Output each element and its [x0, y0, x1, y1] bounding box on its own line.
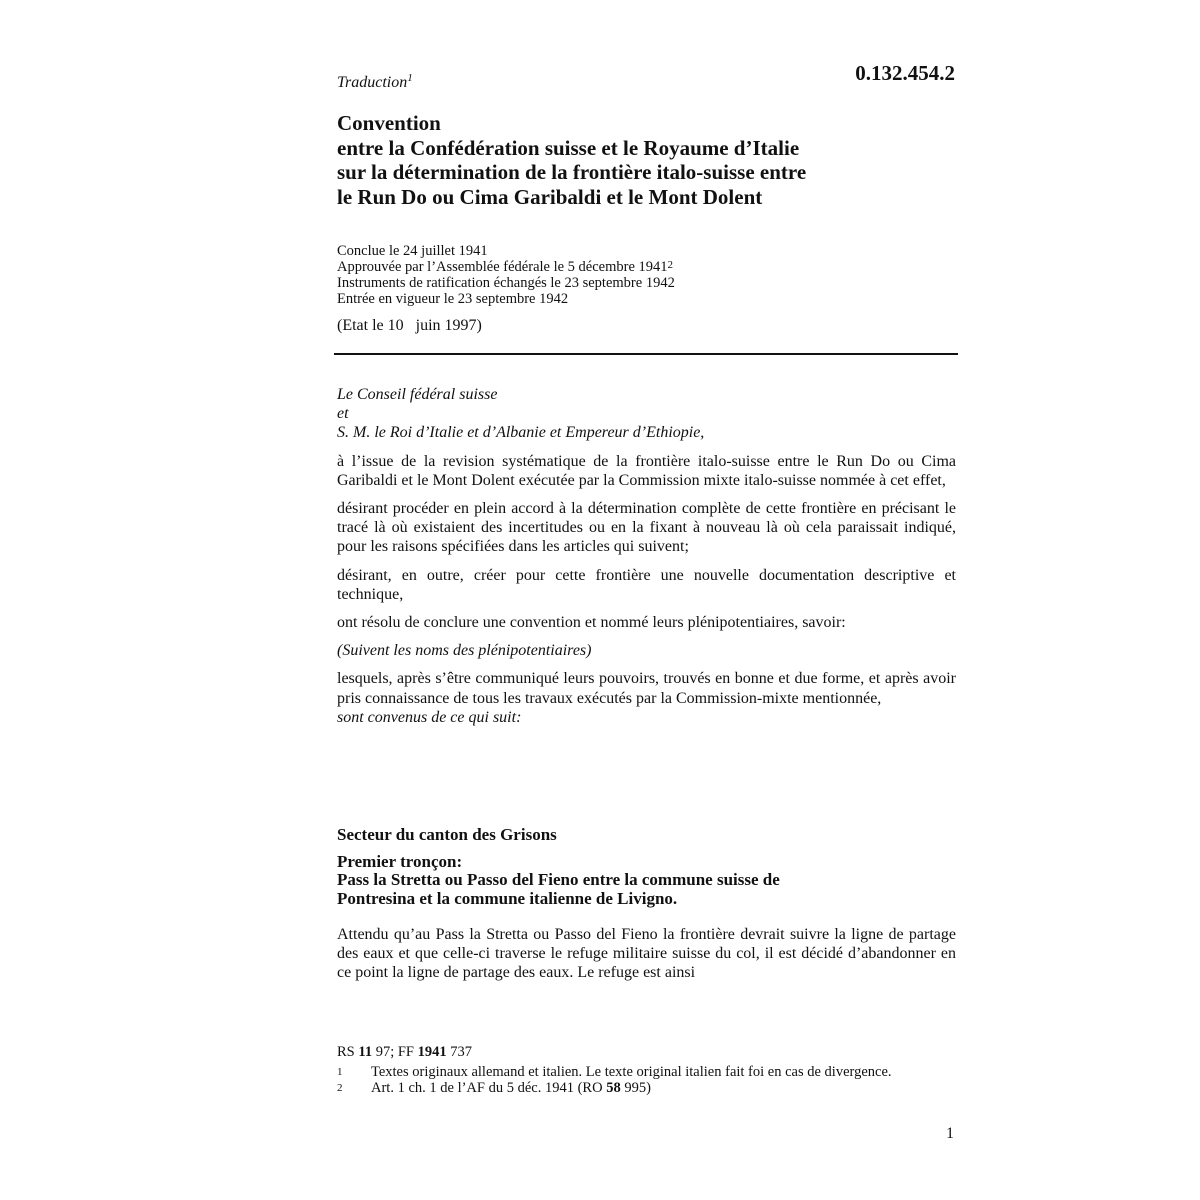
party-1: Le Conseil fédéral suisse	[337, 386, 498, 403]
preamble-paragraph: ont résolu de conclure une convention et nommé leurs plénipotentiaires, savoir:	[337, 614, 846, 632]
title-line: sur la détermination de la frontière italo-suisse entre	[337, 160, 807, 184]
in-force-date: Entrée en vigueur le 23 septembre 1942	[337, 291, 569, 307]
header-divider	[334, 353, 958, 355]
section-heading: Secteur du canton des Grisons	[337, 825, 557, 844]
footnote-1: 1 Textes originaux allemand et italien. Le texte original italien fait foi en cas de divergence.	[337, 1064, 892, 1080]
section-heading-block	[337, 826, 956, 908]
concluded-date: Conclue le 24 juillet 1941	[337, 243, 488, 259]
rs-reference: RS 11 97; FF 1941 737	[337, 1044, 472, 1060]
document-title	[337, 111, 956, 209]
subsection-heading: Pass la Stretta ou Passo del Fieno entre la commune suisse de	[337, 870, 780, 889]
footnote-number: 2	[337, 1082, 343, 1094]
translation-label: Traduction$^1$	[337, 72, 413, 91]
state-date: (Etat le 10 juin 1997)	[337, 317, 482, 334]
preamble-paragraph: désirant procéder en plein accord à la détermination complète de cette frontière en précisant le tracé là où existaient des incertitudes ou en la fixant à nouveau là où cela paraissait indiqué, pour les raisons spécifiées dans les articles qui suivent;	[337, 500, 956, 556]
ratification-date: Instruments de ratification échangés le 23 septembre 1942	[337, 275, 675, 291]
title-line: Convention	[337, 111, 441, 135]
preamble-closing: sont convenus de ce qui suit:	[337, 708, 522, 726]
party-2: S. M. le Roi d’Italie et d’Albanie et Empereur d’Ethiopie,	[337, 424, 705, 442]
section-paragraph: Attendu qu’au Pass la Stretta ou Passo del Fieno la frontière devrait suivre la ligne de partage des eaux et que celle-ci traverse le refuge militaire suisse du col, il est décidé d’abandonner en ce point la ligne de partage des eaux. Le refuge est ainsi	[337, 926, 956, 982]
subsection-heading: Pontresina et la commune italienne de Livigno.	[337, 888, 678, 908]
preamble-paragraph: (Suivent les noms des plénipotentiaires)	[337, 642, 592, 660]
title-line: le Run Do ou Cima Garibaldi et le Mont Dolent	[337, 184, 763, 209]
footnote-ref-2[interactable]: 2	[667, 259, 674, 271]
subsection-heading: Premier tronçon:	[337, 851, 463, 871]
document-number: 0.132.454.2	[855, 61, 955, 85]
footnote-2: 2 Art. 1 ch. 1 de l’AF du 5 déc. 1941 (RO 58 995)	[337, 1080, 651, 1096]
preamble-paragraph: lesquels, après s’être communiqué leurs pouvoirs, trouvés en bonne et due forme, et après avoir pris connaissance de tous les travaux exécutés par la Commission-mixte mentionnée,	[337, 670, 956, 707]
page-number: 1	[946, 1125, 954, 1142]
approval-date: Approuvée par l’Assemblée fédérale le 5 décembre 1941$^2$	[337, 259, 674, 275]
title-line: entre la Confédération suisse et le Royaume d’Italie	[337, 135, 800, 160]
footnote-number: 1	[337, 1066, 343, 1078]
metadata-block	[337, 243, 956, 307]
footnote-ref-1[interactable]: 1	[407, 72, 413, 84]
preamble	[337, 385, 956, 736]
preamble-paragraph: à l’issue de la revision systématique de la frontière italo-suisse entre le Run Do ou Cima Garibaldi et le Mont Dolent exécutée par la Commission mixte italo-suisse nommée à cet effet,	[337, 452, 956, 489]
preamble-paragraph: désirant, en outre, créer pour cette frontière une nouvelle documentation descriptive et technique,	[337, 566, 956, 603]
party-conjunction: et	[337, 405, 349, 423]
